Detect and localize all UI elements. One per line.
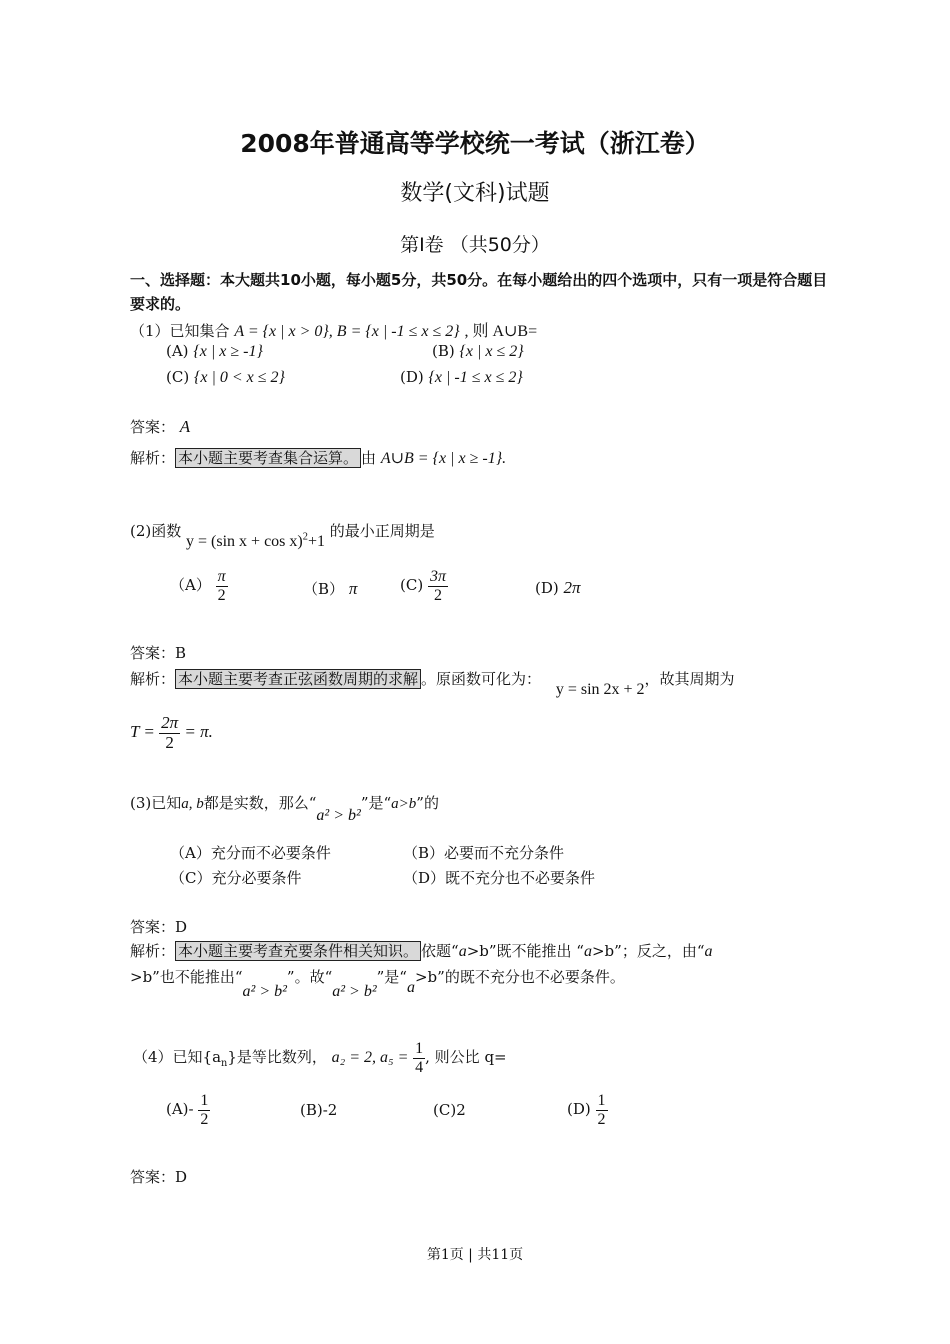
q3-option-a-text: 充分而不必要条件 xyxy=(210,844,331,862)
q3-option-c xyxy=(170,867,302,888)
q4-stem-den: 4 xyxy=(415,1058,424,1076)
question-1-stem xyxy=(130,318,537,341)
q4-option-d-fraction xyxy=(596,1092,608,1128)
q3-answer-value: D xyxy=(175,918,188,936)
q2-period-lhs: T = xyxy=(130,722,155,742)
q2-stem-suffix: 的最小正周期是 xyxy=(329,522,435,540)
q4-stem-math: a₂ = 2, a₅ = xyxy=(331,1049,409,1067)
q4-option-a-num: 1 xyxy=(200,1092,209,1109)
q3-stem-vars: a, b xyxy=(181,796,204,812)
q1-stem-math: A = {x | x > 0}, B = {x | -1 ≤ x ≤ 2} xyxy=(234,323,460,340)
q4-stem-mid: }是等比数列， xyxy=(227,1048,327,1067)
q1-option-d xyxy=(400,368,523,387)
q3-analysis-l2d: a xyxy=(406,979,415,996)
q2-option-d xyxy=(535,578,581,598)
q2-period-formula xyxy=(130,714,213,752)
q2-period-fraction xyxy=(159,714,180,752)
q2-option-a-fraction xyxy=(216,568,228,604)
q3-analysis-l1a: 依题“ xyxy=(421,942,459,960)
q1-option-a-text: {x | x ≥ -1} xyxy=(193,343,263,360)
q1-stem-prefix: （1）已知集合 xyxy=(130,322,230,340)
q1-option-a-label: (A) xyxy=(166,342,189,360)
q3-option-c-label: （C） xyxy=(170,869,212,887)
q1-option-c-text: {x | 0 < x ≤ 2} xyxy=(193,369,285,386)
q1-option-c-label: (C) xyxy=(166,368,190,386)
q4-option-a-den: 2 xyxy=(200,1110,209,1128)
q3-analysis-line-1 xyxy=(130,940,713,961)
q1-analysis-text: 由 xyxy=(361,449,377,467)
q3-stem-suffix: ”的 xyxy=(416,794,439,812)
q4-option-d xyxy=(567,1092,608,1128)
q2-analysis-label: 解析： xyxy=(130,670,176,688)
q2-option-b-label: （B） xyxy=(303,580,345,598)
q2-analysis-text2: ，故其周期为 xyxy=(644,670,735,688)
q3-option-b-label: （B） xyxy=(403,844,445,862)
q3-analysis-l1f: a xyxy=(704,943,713,960)
question-2-stem xyxy=(130,520,435,550)
q4-option-b xyxy=(300,1101,337,1119)
page-title: 2008年普通高等学校统一考试（浙江卷） xyxy=(240,129,710,158)
q2-option-d-label: (D) xyxy=(535,579,559,597)
q2-period-den: 2 xyxy=(165,732,174,752)
q1-option-a xyxy=(166,342,263,361)
q4-answer xyxy=(130,1166,187,1187)
q2-option-a-label: （A） xyxy=(170,576,211,595)
q4-stem-sub: n xyxy=(221,1058,228,1070)
q3-option-a xyxy=(170,842,331,863)
q4-option-c-text: 2 xyxy=(456,1101,466,1119)
page-footer: 第1页 | 共11页 xyxy=(426,1247,524,1263)
q2-answer-label: 答案： xyxy=(130,644,176,662)
q1-option-d-label: (D) xyxy=(400,368,424,386)
q3-option-b xyxy=(403,842,564,863)
q2-analysis-highlight: 本小题主要考查正弦函数周期的求解 xyxy=(175,669,421,689)
q4-option-c-label: (C) xyxy=(433,1101,457,1119)
q1-option-d-text: {x | -1 ≤ x ≤ 2} xyxy=(428,369,523,386)
q4-answer-label: 答案： xyxy=(130,1168,176,1186)
q2-analysis-math: y = sin 2x + 2 xyxy=(555,681,645,698)
q1-analysis-highlight: 本小题主要考查集合运算。 xyxy=(175,448,361,468)
q3-stem-mid: 都是实数，那么“ xyxy=(203,794,317,812)
q4-stem-num: 1 xyxy=(415,1040,424,1057)
q3-analysis-l2b: ”。故“ xyxy=(286,968,333,986)
q3-stem-math: a² > b² xyxy=(316,807,361,824)
q4-option-a-label: (A)- xyxy=(166,1100,194,1119)
q2-option-a-num: π xyxy=(217,568,226,585)
q3-stem-prefix: (3)已知 xyxy=(130,794,182,812)
q2-stem-prefix: (2)函数 xyxy=(130,522,182,540)
q4-option-d-label: (D) xyxy=(567,1100,591,1119)
q1-option-b-label: (B) xyxy=(432,342,455,360)
q3-answer xyxy=(130,916,187,937)
q1-answer xyxy=(130,416,190,437)
q2-option-b-text: π xyxy=(348,579,358,598)
q3-analysis-label: 解析： xyxy=(130,942,176,960)
q2-option-c-den: 2 xyxy=(433,586,442,604)
q2-stem-formula xyxy=(186,533,325,550)
q2-option-c-num: 3π xyxy=(429,568,446,585)
q3-analysis-l2-math: a² > b² xyxy=(242,983,287,1000)
q3-analysis-l2a: >b”也不能推出“ xyxy=(130,968,243,986)
q2-answer-value: B xyxy=(175,644,187,662)
q3-analysis-l1c: >b”既不能推出 “ xyxy=(466,942,584,960)
q2-option-c-fraction xyxy=(428,568,448,604)
q1-option-b-text: {x | x ≤ 2} xyxy=(459,343,524,360)
q3-option-a-label: （A） xyxy=(170,844,211,862)
q2-stem-math-tail: +1 xyxy=(307,533,325,550)
q3-option-c-text: 充分必要条件 xyxy=(211,869,302,887)
q3-option-d-text: 既不充分也不必要条件 xyxy=(445,869,596,887)
question-4-stem xyxy=(133,1040,507,1076)
q2-stem-math: y = (sin x + cos x) xyxy=(186,533,303,550)
section-heading: 一、选择题：本大题共10小题，每小题5分，共50分。在每小题给出的四个选项中，只有一项是符合题目要求的。 xyxy=(130,271,828,313)
q1-analysis-math: A∪B = {x | x ≥ -1}. xyxy=(380,450,507,467)
q2-answer xyxy=(130,642,186,663)
q3-option-d-label: （D） xyxy=(403,869,446,887)
q3-analysis-l1e: >b”；反之，由“ xyxy=(591,942,705,960)
q4-option-c xyxy=(433,1101,466,1119)
q4-option-d-num: 1 xyxy=(597,1092,606,1109)
q1-option-b xyxy=(432,342,524,361)
q3-analysis-line-2 xyxy=(130,966,625,1000)
q4-stem-suffix: , 则公比 q= xyxy=(425,1048,507,1067)
q2-option-a xyxy=(170,568,228,604)
q3-stem-cond: a>b xyxy=(391,796,417,812)
q4-answer-value: D xyxy=(175,1168,188,1186)
q3-analysis-l1b: a xyxy=(458,943,467,960)
q3-analysis-highlight: 本小题主要考查充要条件相关知识。 xyxy=(175,941,421,961)
q4-option-a-fraction xyxy=(198,1092,210,1128)
q3-analysis-l2c: ”是“ xyxy=(376,968,407,986)
q4-option-d-den: 2 xyxy=(597,1110,606,1128)
q3-answer-label: 答案： xyxy=(130,918,176,936)
part-heading: 第Ⅰ卷 （共50分） xyxy=(400,234,550,256)
q2-analysis xyxy=(130,668,735,698)
q3-analysis-l1d: a xyxy=(583,943,592,960)
q1-stem-suffix: , 则 A∪B= xyxy=(464,323,538,340)
question-3-stem xyxy=(130,792,439,824)
q2-option-a-den: 2 xyxy=(217,586,226,604)
q3-option-b-text: 必要而不充分条件 xyxy=(444,844,565,862)
q4-option-a xyxy=(166,1092,210,1128)
q2-period-rhs: = π. xyxy=(184,722,213,742)
q1-analysis xyxy=(130,447,506,468)
q2-option-c-label: (C) xyxy=(400,576,424,595)
q1-answer-label: 答案： xyxy=(130,418,176,436)
q4-option-b-text: -2 xyxy=(322,1101,338,1119)
q3-analysis-l2e: >b”的既不充分也不必要条件。 xyxy=(414,968,625,986)
q2-stem-exp: 2 xyxy=(302,531,308,543)
q1-option-c xyxy=(166,368,285,387)
q2-option-b xyxy=(303,578,357,599)
q2-option-c xyxy=(400,568,448,604)
q1-answer-value: A xyxy=(179,417,191,436)
q3-stem-mid2: ”是“ xyxy=(360,794,392,812)
q4-stem-prefix: （4）已知{a xyxy=(133,1048,222,1067)
q3-analysis-l2-math2: a² > b² xyxy=(332,983,377,1000)
q2-period-num: 2π xyxy=(161,713,179,732)
q2-option-d-text: 2π xyxy=(563,578,581,597)
q3-option-d xyxy=(403,867,595,888)
q4-option-b-label: (B) xyxy=(300,1101,323,1119)
q4-stem-fraction xyxy=(413,1040,425,1076)
page-subtitle: 数学(文科)试题 xyxy=(400,181,550,206)
q2-analysis-text: 。原函数可化为： xyxy=(421,670,542,688)
q1-analysis-label: 解析： xyxy=(130,449,176,467)
